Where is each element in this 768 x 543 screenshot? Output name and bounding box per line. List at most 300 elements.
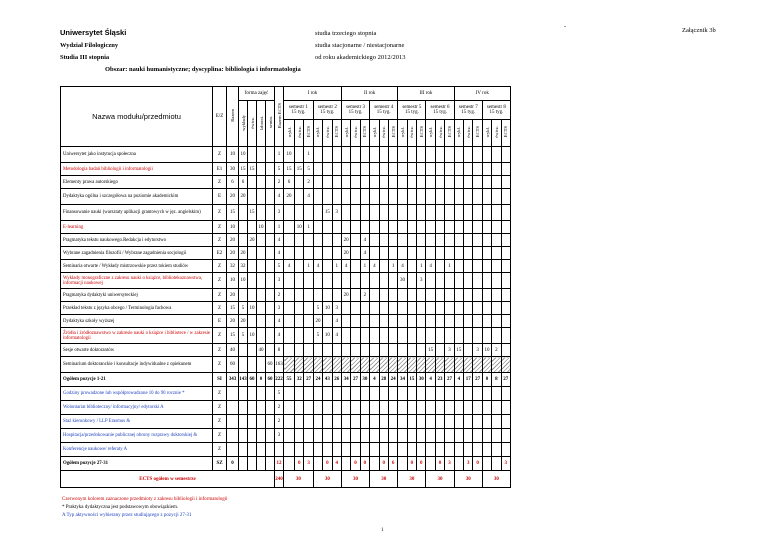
study-level: Studia III stopnia (60, 54, 110, 61)
table-cell: 10 (482, 344, 491, 357)
table-cell (454, 176, 463, 189)
table-cell (360, 387, 369, 401)
table-cell: 0 (257, 373, 266, 387)
table-cell: 10 (323, 302, 332, 315)
table-cell (323, 234, 332, 247)
table-cell (341, 401, 350, 415)
table-cell (464, 247, 473, 260)
table-cell (248, 221, 257, 234)
table-cell (341, 273, 350, 289)
table-cell (473, 189, 482, 205)
table-cell (295, 387, 304, 401)
table-cell (379, 401, 388, 415)
table-row (61, 147, 520, 163)
table-cell (435, 260, 444, 273)
table-cell (398, 328, 407, 344)
table-cell: 2 (275, 176, 284, 189)
table-cell (304, 289, 313, 302)
table-cell (426, 234, 435, 247)
table-cell (257, 457, 266, 471)
table-cell: 4 (370, 260, 379, 273)
table-cell: 20 (227, 289, 239, 302)
table-cell (398, 315, 407, 328)
table-cell (351, 234, 360, 247)
table-cell (454, 357, 463, 373)
semester-label: semestr 5 (402, 105, 422, 110)
module-name: Uniwersytet jako instytucja społeczna (61, 147, 213, 163)
subcol-2 (464, 120, 473, 147)
activity-name: Staż kierunkowy / LLP Erasmus & (61, 415, 213, 429)
table-cell: 32 (295, 373, 304, 387)
table-cell (360, 328, 369, 344)
table-cell (332, 176, 341, 189)
table-cell (473, 205, 482, 221)
table-cell (379, 429, 388, 443)
table-cell (227, 387, 239, 401)
table-cell (473, 234, 482, 247)
table-cell: 4 (304, 189, 313, 205)
table-cell (266, 401, 275, 415)
table-cell: 0 (227, 457, 239, 471)
module-name: Dydaktyka ogólna i szczegółowa na poziomie akademickim (61, 189, 213, 205)
table-cell (257, 147, 266, 163)
table-cell (501, 429, 510, 443)
activity-name: Hospitacja/przedokowanie publicznej obrony rozprawy doktorskiej & (61, 429, 213, 443)
table-cell (295, 344, 304, 357)
subcol-3 (360, 120, 369, 147)
table-cell (407, 221, 416, 234)
table-cell: 5 (304, 163, 313, 176)
table-cell (295, 443, 304, 457)
table-cell: Z (213, 147, 227, 163)
table-cell: 3 (275, 273, 284, 289)
table-cell (257, 357, 266, 373)
table-cell: 15 (227, 328, 239, 344)
table-cell: 5 (239, 328, 248, 344)
table-cell (473, 401, 482, 415)
table-cell (501, 221, 510, 234)
semester-header-4 (370, 101, 398, 120)
table-cell (407, 163, 416, 176)
table-cell (482, 176, 491, 189)
table-cell: 4 (275, 247, 284, 260)
table-cell (370, 176, 379, 189)
table-cell: 4 (360, 247, 369, 260)
table-cell (492, 415, 501, 429)
table-cell (323, 176, 332, 189)
table-cell (266, 260, 275, 273)
vertical-label: ECTS (446, 126, 452, 138)
table-cell (239, 457, 248, 471)
table-cell: Z (213, 273, 227, 289)
table-cell (464, 273, 473, 289)
table-cell (492, 457, 501, 471)
table-cell (341, 189, 350, 205)
table-cell (351, 302, 360, 315)
vertical-label: ECTS (306, 126, 312, 138)
table-cell (398, 163, 407, 176)
table-cell (492, 328, 501, 344)
table-cell (332, 429, 341, 443)
table-cell (257, 328, 266, 344)
table-cell (473, 415, 482, 429)
table-cell (313, 289, 322, 302)
table-row (61, 247, 520, 260)
table-cell (388, 387, 397, 401)
table-cell (332, 189, 341, 205)
table-cell (426, 302, 435, 315)
table-cell: 10 (227, 273, 239, 289)
table-cell: Z (213, 328, 227, 344)
table-cell (435, 429, 444, 443)
table-cell: 0 (435, 457, 444, 471)
table-cell (417, 429, 426, 443)
table-cell (492, 429, 501, 443)
table-cell (482, 328, 491, 344)
table-cell: E (213, 189, 227, 205)
table-cell (501, 401, 510, 415)
sum1-ez: SI (213, 373, 227, 387)
subcol-3 (473, 120, 482, 147)
table-cell: 26 (332, 373, 341, 387)
vertical-label: wykł. (286, 126, 292, 138)
table-cell (257, 176, 266, 189)
table-cell (227, 443, 239, 457)
column-razem (227, 87, 239, 147)
table-cell (464, 315, 473, 328)
form-type-1 (239, 101, 248, 147)
table-cell (370, 234, 379, 247)
table-cell (454, 457, 463, 471)
table-cell: 20 (284, 189, 295, 205)
table-cell (398, 205, 407, 221)
table-cell: Z (213, 289, 227, 302)
table-cell (257, 443, 266, 457)
table-cell (341, 163, 350, 176)
subcol-1 (313, 120, 322, 147)
sum-row-27-31 (61, 457, 520, 471)
table-cell (332, 401, 341, 415)
table-cell (435, 176, 444, 189)
table-cell (304, 328, 313, 344)
table-cell: 1 (304, 260, 313, 273)
table-cell (295, 302, 304, 315)
table-cell (426, 273, 435, 289)
table-cell (351, 429, 360, 443)
table-cell: 10 (323, 328, 332, 344)
table-cell: 5 (275, 260, 284, 273)
year-header-1: I rok (284, 87, 342, 101)
table-cell (304, 415, 313, 429)
table-cell (257, 205, 266, 221)
table-cell (426, 289, 435, 302)
table-row (61, 443, 520, 457)
table-cell (239, 357, 248, 373)
table-cell: 20 (239, 189, 248, 205)
table-cell: E1 (213, 163, 227, 176)
table-cell (454, 289, 463, 302)
subcol-2 (492, 120, 501, 147)
table-cell: 4 (332, 328, 341, 344)
ects-semester-4: 30 (370, 471, 398, 488)
table-cell (482, 205, 491, 221)
table-cell (370, 344, 379, 357)
table-cell (313, 415, 322, 429)
table-cell (284, 289, 295, 302)
year-header-4: IV rok (454, 87, 510, 101)
table-cell (341, 315, 350, 328)
table-cell (417, 328, 426, 344)
module-name: Metodologia badań bibliologii i informatologii (61, 163, 213, 176)
academic-year: od roku akademickiego 2012/2013 (315, 54, 406, 61)
table-cell (351, 344, 360, 357)
table-cell: 60 (266, 373, 275, 387)
table-cell: 1 (332, 260, 341, 273)
table-row (61, 234, 520, 247)
table-cell (295, 260, 304, 273)
table-cell (313, 147, 322, 163)
table-cell (351, 176, 360, 189)
vertical-label: ECTS (418, 126, 424, 138)
table-cell: 6 (227, 176, 239, 189)
table-cell: 15 (407, 373, 416, 387)
table-cell (492, 387, 501, 401)
table-cell (464, 443, 473, 457)
table-cell (417, 189, 426, 205)
table-cell: 12 (275, 457, 284, 471)
table-cell (473, 163, 482, 176)
table-cell (398, 457, 407, 471)
table-cell (295, 205, 304, 221)
subcol-1 (482, 120, 491, 147)
table-cell: 60 (227, 357, 239, 373)
table-cell (313, 344, 322, 357)
table-cell (351, 260, 360, 273)
table-cell (407, 387, 416, 401)
table-cell (407, 260, 416, 273)
table-cell (295, 401, 304, 415)
table-cell (351, 315, 360, 328)
table-cell (370, 315, 379, 328)
table-cell (501, 247, 510, 260)
table-cell (482, 457, 491, 471)
table-cell (482, 315, 491, 328)
table-cell (417, 205, 426, 221)
vertical-label: wykł. (428, 126, 434, 138)
table-cell (482, 289, 491, 302)
table-cell: 10 (227, 147, 239, 163)
table-cell (379, 328, 388, 344)
table-cell (266, 443, 275, 457)
table-cell: Z (213, 443, 227, 457)
study-mode: studia stacjonarne / niestacjonarne (315, 42, 405, 49)
table-cell (445, 357, 454, 373)
table-cell: 3 (445, 344, 454, 357)
table-cell (239, 401, 248, 415)
table-cell (266, 429, 275, 443)
table-cell (407, 429, 416, 443)
table-cell (323, 429, 332, 443)
table-cell (360, 205, 369, 221)
table-cell (398, 147, 407, 163)
table-cell (341, 429, 350, 443)
vertical-label: wykł. (399, 126, 405, 138)
table-cell (351, 247, 360, 260)
table-cell (388, 401, 397, 415)
table-cell (473, 302, 482, 315)
table-cell (398, 176, 407, 189)
table-cell (435, 328, 444, 344)
table-cell (370, 357, 379, 373)
table-cell (360, 189, 369, 205)
table-row (61, 289, 520, 302)
table-cell (464, 189, 473, 205)
header-row-years (61, 87, 520, 101)
table-cell (227, 429, 239, 443)
table-cell (313, 357, 322, 373)
vertical-label: wykł. (343, 126, 349, 138)
table-cell (266, 221, 275, 234)
table-cell (492, 163, 501, 176)
table-cell (323, 221, 332, 234)
table-cell (445, 315, 454, 328)
table-cell (248, 273, 257, 289)
table-row (61, 387, 520, 401)
table-cell: 15 (227, 302, 239, 315)
table-cell (379, 163, 388, 176)
table-cell (426, 328, 435, 344)
table-cell (473, 260, 482, 273)
table-cell (388, 273, 397, 289)
table-cell (313, 205, 322, 221)
table-cell (304, 443, 313, 457)
table-cell: 32 (227, 260, 239, 273)
table-cell (284, 443, 295, 457)
table-cell (388, 443, 397, 457)
vertical-label: ECTS (503, 126, 509, 138)
table-cell (426, 205, 435, 221)
table-cell (492, 205, 501, 221)
table-cell (370, 401, 379, 415)
table-cell (388, 221, 397, 234)
table-cell: 4 (341, 260, 350, 273)
table-cell (445, 328, 454, 344)
table-cell (388, 205, 397, 221)
table-cell: 34 (341, 373, 350, 387)
table-cell: 3 (332, 302, 341, 315)
table-cell (435, 221, 444, 234)
table-cell (323, 289, 332, 302)
table-cell (417, 221, 426, 234)
module-name: Pragmatyka tekstu naukowego.Redakcja i edytorstwo (61, 234, 213, 247)
table-cell (266, 205, 275, 221)
table-cell (332, 289, 341, 302)
university-name: Uniwersytet Śląski (60, 28, 127, 37)
table-cell (398, 234, 407, 247)
activity-name: Wolontariat biblioteczny/ informacyjny/ edytorski A (61, 401, 213, 415)
table-cell: 0 (295, 457, 304, 471)
table-cell (454, 387, 463, 401)
module-name: E-learning (61, 221, 213, 234)
table-cell: 343 (227, 373, 239, 387)
table-cell (435, 189, 444, 205)
table-cell (407, 189, 416, 205)
table-cell: 4 (332, 457, 341, 471)
table-cell (313, 443, 322, 457)
table-cell (492, 176, 501, 189)
table-cell (304, 247, 313, 260)
table-cell (492, 221, 501, 234)
table-cell (464, 344, 473, 357)
table-cell (482, 302, 491, 315)
table-cell (323, 415, 332, 429)
table-cell: 3 (275, 205, 284, 221)
table-cell (248, 415, 257, 429)
table-cell (370, 289, 379, 302)
vertical-label: ECTS (475, 126, 481, 138)
table-cell: 1 (275, 147, 284, 163)
semester-weeks: 15 tyg. (291, 110, 306, 115)
table-cell (351, 205, 360, 221)
table-cell (454, 401, 463, 415)
table-cell (417, 147, 426, 163)
semester-header-7 (454, 101, 482, 120)
column-razem-ects (275, 87, 284, 147)
table-cell (360, 401, 369, 415)
table-cell (435, 302, 444, 315)
table-cell (407, 247, 416, 260)
vertical-label: Razem (230, 109, 235, 122)
vertical-label: ECTS (390, 126, 396, 138)
table-cell: 34 (398, 373, 407, 387)
column-ez: E/Z (213, 87, 227, 147)
subcol-3 (388, 120, 397, 147)
note-activity: A Typ aktywności wybierany przez studiującego z pozycji 27-31 (62, 513, 192, 518)
table-cell (454, 234, 463, 247)
table-cell: 0 (407, 457, 416, 471)
table-cell (313, 221, 322, 234)
table-cell: 27 (501, 373, 510, 387)
semester-header-5 (398, 101, 426, 120)
table-cell (388, 357, 397, 373)
table-row (61, 401, 520, 415)
table-cell (370, 457, 379, 471)
table-cell (248, 260, 257, 273)
vertical-label: wykł. (484, 126, 490, 138)
semester-label: semestr 3 (346, 105, 366, 110)
table-cell (445, 415, 454, 429)
table-cell (266, 457, 275, 471)
table-cell (360, 147, 369, 163)
table-cell (473, 387, 482, 401)
table-cell (435, 357, 444, 373)
table-cell (257, 387, 266, 401)
activity-name: Godziny prowadzone lub współprowadzone 10 do 90 rocznie * (61, 387, 213, 401)
module-name: Dydaktyka szkoły wyższej (61, 315, 213, 328)
table-cell (417, 176, 426, 189)
table-cell (501, 289, 510, 302)
table-cell (379, 260, 388, 273)
table-cell (426, 401, 435, 415)
table-cell (454, 415, 463, 429)
semester-header-2 (313, 101, 341, 120)
table-cell (379, 273, 388, 289)
table-cell (464, 415, 473, 429)
subcol-1 (398, 120, 407, 147)
table-cell (266, 328, 275, 344)
table-cell (407, 344, 416, 357)
table-cell (227, 401, 239, 415)
